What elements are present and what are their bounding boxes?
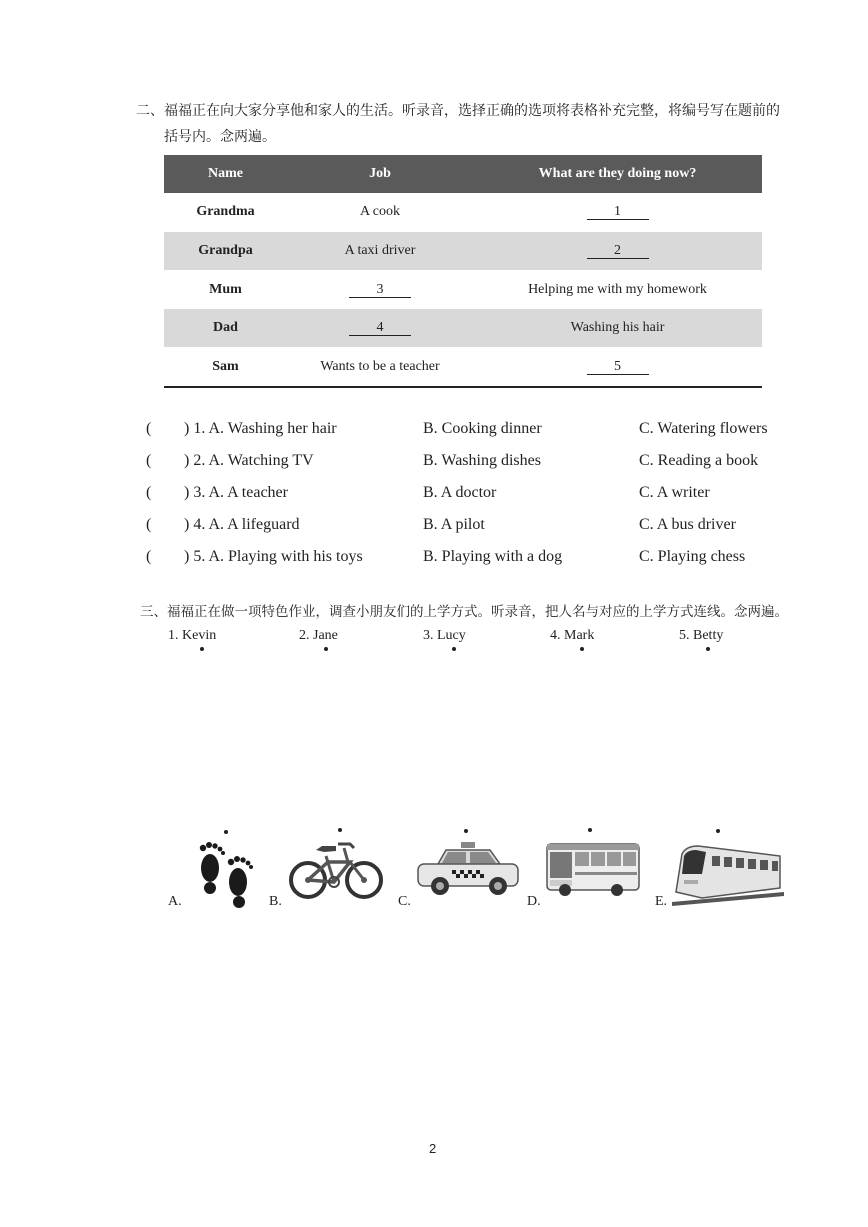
- option-label-d: D.: [527, 894, 541, 909]
- option-b: B. Playing with a dog: [423, 548, 563, 565]
- table-row: [164, 271, 762, 309]
- blank-number: 3: [349, 282, 411, 298]
- section3-instruction: 三、福福正在做一项特色作业，调查小朋友们的上学方式。听录音，把人名与对应的上学方式连线。念两遍。: [140, 604, 788, 620]
- row-doing: Washing his hair: [570, 320, 665, 335]
- table-bottom-rule: [164, 386, 762, 388]
- connect-dot-mark[interactable]: [580, 647, 584, 651]
- connect-dot-e[interactable]: [716, 829, 720, 833]
- row-doing-blank: [473, 193, 762, 231]
- option-b: B. A doctor: [423, 484, 497, 501]
- page-number: 2: [429, 1141, 437, 1156]
- name-betty: 5. Betty: [679, 628, 724, 643]
- name-jane: 2. Jane: [299, 628, 338, 643]
- option-c: C. Reading a book: [639, 452, 759, 469]
- option-c: C. A bus driver: [639, 516, 736, 533]
- option-label-a: A.: [168, 894, 182, 909]
- option-c: C. A writer: [639, 484, 710, 501]
- family-table: [164, 155, 762, 388]
- bus-icon: [545, 840, 641, 900]
- question-stem: ) 5. A. Playing with his toys: [184, 548, 363, 565]
- answer-paren[interactable]: (: [146, 516, 152, 533]
- name-mark: 4. Mark: [550, 628, 595, 643]
- row-job: Wants to be a teacher: [320, 359, 440, 374]
- row-job-blank: [287, 271, 473, 309]
- answer-paren[interactable]: (: [146, 484, 152, 501]
- answer-paren[interactable]: (: [146, 420, 152, 437]
- connect-dot-betty[interactable]: [706, 647, 710, 651]
- option-b: B. A pilot: [423, 516, 485, 533]
- row-name: Grandma: [196, 204, 255, 219]
- table-row: [164, 232, 762, 270]
- blank-number: 2: [587, 243, 649, 259]
- question-stem: ) 2. A. Watching TV: [184, 452, 314, 469]
- option-c: C. Playing chess: [639, 548, 746, 565]
- table-header-name: Name: [208, 166, 243, 181]
- question-stem: ) 4. A. A lifeguard: [184, 516, 300, 533]
- name-lucy: 3. Lucy: [423, 628, 466, 643]
- answer-paren[interactable]: (: [146, 452, 152, 469]
- table-row: [164, 348, 762, 386]
- row-doing-blank: [473, 232, 762, 270]
- row-name: Mum: [209, 282, 242, 297]
- table-row: [164, 193, 762, 231]
- blank-number: 1: [587, 204, 649, 220]
- row-name: Grandpa: [198, 243, 253, 258]
- row-name: Sam: [212, 359, 239, 374]
- option-b: B. Washing dishes: [423, 452, 541, 469]
- connect-dot-lucy[interactable]: [452, 647, 456, 651]
- connect-dot-jane[interactable]: [324, 647, 328, 651]
- connect-dot-c[interactable]: [464, 829, 468, 833]
- row-doing-blank: [473, 348, 762, 386]
- table-header-doing: What are they doing now?: [538, 166, 697, 181]
- table-row: [164, 309, 762, 347]
- connect-dot-d[interactable]: [588, 828, 592, 832]
- table-header-row: [164, 155, 762, 193]
- row-job-blank: [287, 309, 473, 347]
- row-doing: Helping me with my homework: [528, 282, 707, 297]
- connect-dot-b[interactable]: [338, 828, 342, 832]
- row-job: A taxi driver: [344, 243, 416, 258]
- option-label-b: B.: [269, 894, 282, 909]
- section2-instruction-line2: 括号内。念两遍。: [164, 129, 276, 145]
- footprints-icon: [190, 838, 262, 912]
- row-name: Dad: [213, 320, 238, 335]
- taxi-icon: [416, 840, 520, 898]
- table-header-job: Job: [369, 166, 391, 181]
- question-stem: ) 3. A. A teacher: [184, 484, 288, 501]
- section2-instruction-line1: 二、福福正在向大家分享他和家人的生活。听录音，选择正确的选项将表格补充完整，将编号写在题前的: [136, 103, 780, 119]
- blank-number: 5: [587, 359, 649, 375]
- connect-dot-a[interactable]: [224, 830, 228, 834]
- name-kevin: 1. Kevin: [168, 628, 217, 643]
- connect-dot-kevin[interactable]: [200, 647, 204, 651]
- question-stem: ) 1. A. Washing her hair: [184, 420, 337, 437]
- option-c: C. Watering flowers: [639, 420, 768, 437]
- option-label-c: C.: [398, 894, 411, 909]
- train-icon: [672, 842, 784, 908]
- option-b: B. Cooking dinner: [423, 420, 542, 437]
- bicycle-icon: [288, 842, 384, 902]
- row-job: A cook: [359, 204, 401, 219]
- option-label-e: E.: [655, 894, 668, 909]
- answer-paren[interactable]: (: [146, 548, 152, 565]
- blank-number: 4: [349, 320, 411, 336]
